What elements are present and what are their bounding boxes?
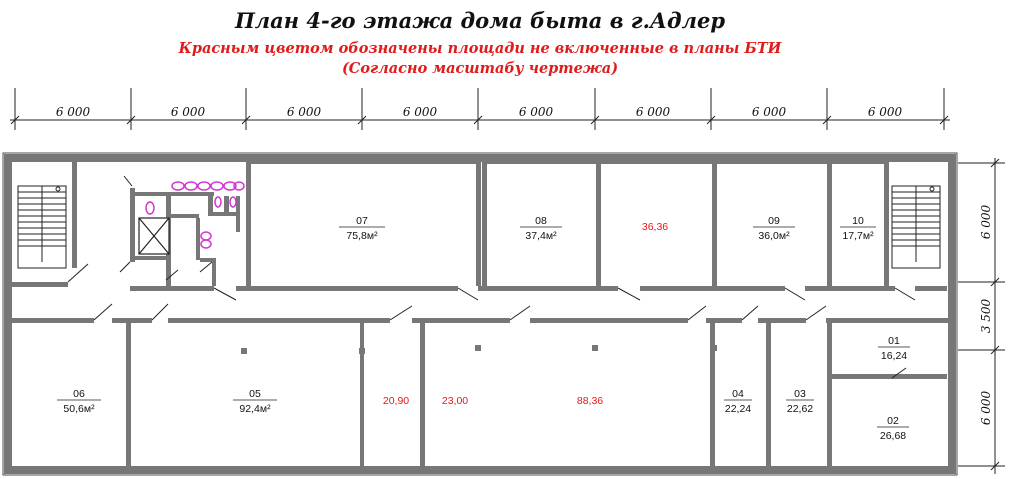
room-07-label xyxy=(339,215,385,242)
room-04-label xyxy=(724,388,752,415)
room-03-label xyxy=(786,388,814,415)
plan-title: План 4-го этажа дома быта в г.Адлер xyxy=(234,8,726,33)
room-09-area: 36,0м² xyxy=(758,230,790,242)
room-09-label xyxy=(753,215,795,242)
room-06-area: 50,6м² xyxy=(63,403,95,415)
room-05-label xyxy=(233,388,277,415)
plan-subtitle-note: Красным цветом обозначены площади не включенные в планы БТИ xyxy=(178,40,782,57)
top-dim-label-5: 6 000 xyxy=(518,105,554,119)
right-dim-label-3: 6 000 xyxy=(979,390,993,426)
top-dim-label-4: 6 000 xyxy=(402,105,438,119)
elevator-shaft xyxy=(139,218,169,254)
room-08-label xyxy=(520,215,562,242)
room-08-number: 08 xyxy=(535,215,547,227)
room-03-number: 03 xyxy=(794,388,806,400)
room-10-label xyxy=(840,215,876,242)
room-05-area: 92,4м² xyxy=(239,403,271,415)
room-08-area: 37,4м² xyxy=(525,230,557,242)
room-10-area: 17,7м² xyxy=(842,230,874,242)
red-area-upper-room: 36,36 xyxy=(641,221,669,233)
room-07-number: 07 xyxy=(356,215,368,227)
room-07-area: 75,8м² xyxy=(346,230,378,242)
room-01-number: 01 xyxy=(888,335,900,347)
top-dim-label-1: 6 000 xyxy=(55,105,91,119)
room-01-label xyxy=(878,335,910,362)
room-02-area: 26,68 xyxy=(879,430,907,442)
room-06-label xyxy=(57,388,101,415)
room-03-area: 22,62 xyxy=(786,403,814,415)
plan-subtitle-scale: (Согласно масштабу чертежа) xyxy=(341,60,619,77)
room-04-number: 04 xyxy=(732,388,744,400)
room-02-label xyxy=(877,415,909,442)
room-01-area: 16,24 xyxy=(880,350,908,362)
room-05-number: 05 xyxy=(249,388,261,400)
right-dim-label-1: 6 000 xyxy=(979,204,993,240)
door-swings xyxy=(68,176,915,378)
room-06-number: 06 xyxy=(73,388,85,400)
structural-columns xyxy=(7,345,953,354)
top-dimension-line xyxy=(10,88,950,130)
top-dim-label-8: 6 000 xyxy=(867,105,903,119)
room-09-number: 09 xyxy=(768,215,780,227)
room-04-area: 22,24 xyxy=(724,403,752,415)
top-dimension-labels xyxy=(56,105,903,119)
room-02-number: 02 xyxy=(887,415,899,427)
top-dim-label-7: 6 000 xyxy=(751,105,787,119)
interior-walls xyxy=(8,158,948,470)
red-area-large-room: 88,36 xyxy=(576,395,604,407)
top-dim-label-2: 6 000 xyxy=(170,105,206,119)
top-dim-label-6: 6 000 xyxy=(635,105,671,119)
room-10-number: 10 xyxy=(852,215,864,227)
red-area-strip-2: 23,00 xyxy=(441,395,469,407)
stairwell-left xyxy=(18,186,66,268)
right-dim-label-2: 3 500 xyxy=(979,298,993,334)
stairwell-right xyxy=(892,186,940,268)
top-dim-label-3: 6 000 xyxy=(286,105,322,119)
red-area-strip-1: 20,90 xyxy=(382,395,410,407)
right-dimension-labels xyxy=(979,204,993,425)
